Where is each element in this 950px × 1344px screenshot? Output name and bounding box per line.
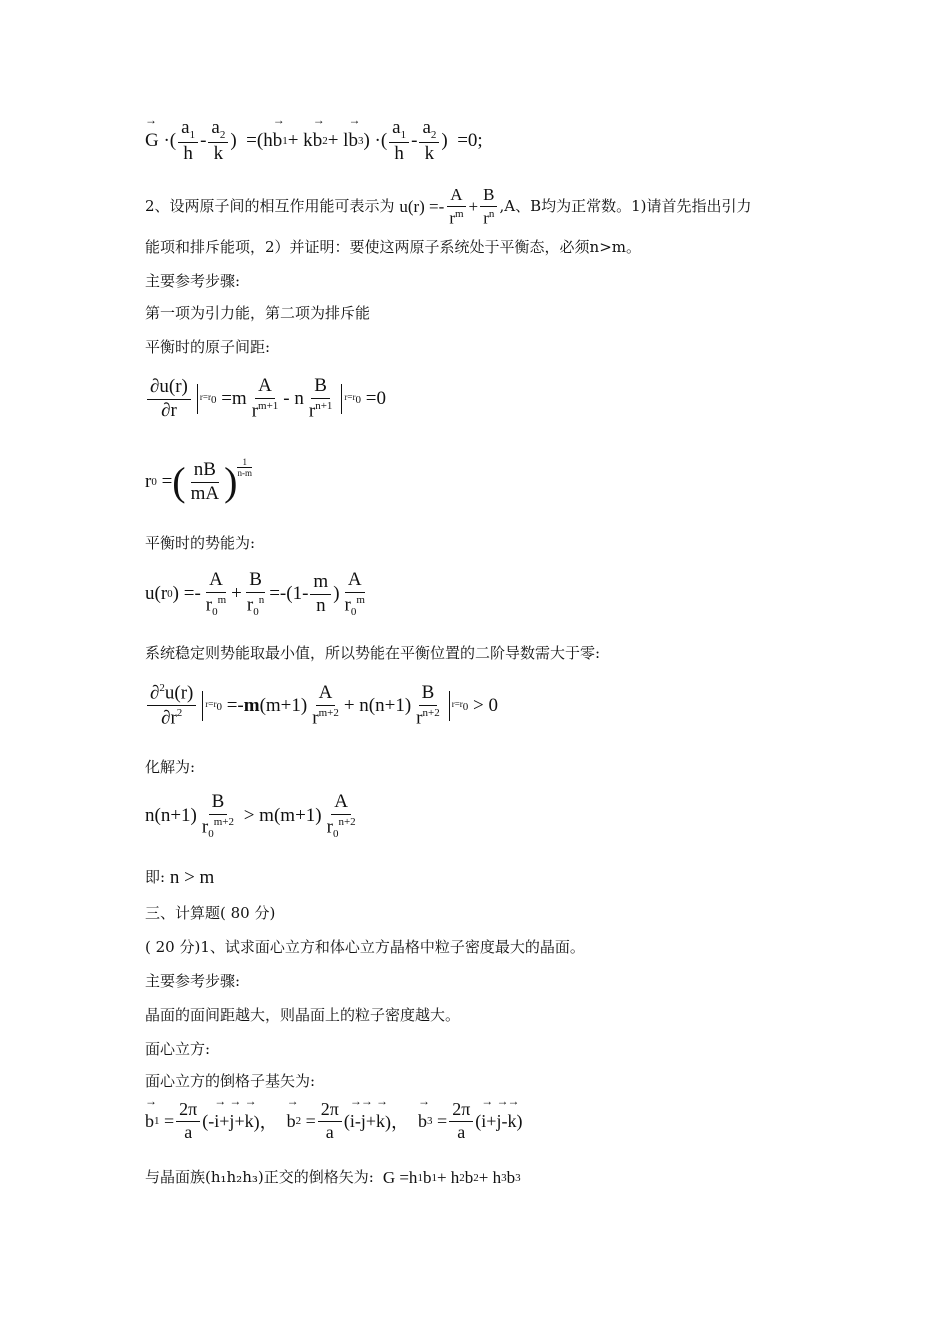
conclusion-math: n > m [169, 867, 215, 888]
second-derivative-equation: $\frac{\partial^2u(r)}{\partial r^2}$ $r=r_0$ =- m (m+1) $\frac{A}{r^{m+2}}$ + n(n+1) $\frac{B}{r^{n+2}}$ $r=r_0$ > 0 [145, 682, 498, 729]
problem-2-line2: 能项和排斥能项，2）并证明：要使这两原子系统处于平衡态，必须n>m。 [145, 238, 641, 256]
attraction-repulsion-text: 第一项为引力能，第二项为排斥能 [145, 304, 371, 322]
reciprocal-vectors-equation: → b 1 = $\frac{2\pi}{a}$ (- → i + → j + → k )， → b 2 = $\frac{2\pi}{a}$ ( → i - → j + → k )， → b 3 = $\frac{2\pi}{a}$ ( → i + → j - → k ) [145, 1100, 522, 1143]
potential-label: 平衡时的势能为: [145, 534, 256, 552]
stability-text: 系统稳定则势能取最小值，所以势能在平衡位置的二阶导数需大于零: [145, 644, 601, 662]
normal-vector-line [145, 1166, 521, 1188]
steps-label-1: 主要参考步骤: [145, 272, 241, 290]
problem-2-statement [145, 186, 752, 228]
normal-vector-label: 与晶面族(h₁h₂h₃)正交的倒格矢为: [145, 1168, 374, 1186]
simplified-inequality: n(n+1) $\frac{B}{r_0^{m+2}}$ > m(m+1) $\frac{A}{r_0^{n+2}}$ [145, 791, 356, 841]
problem-2-prefix: 2、设两原子间的相互作用能可表示为 [145, 197, 395, 216]
first-derivative-equation: $\frac{\partial u(r)}{\partial r}$ $r=r_0$ =m $\frac{A}{r^{m+1}}$ - n $\frac{B}{r^{n+1}}$ $r=r_0$ =0 [145, 376, 386, 422]
density-text: 晶面的面间距越大，则晶面上的粒子密度越大。 [145, 1006, 461, 1024]
problem-2-suffix: ,A、B均为正常数。1)请首先指出引力 [499, 197, 752, 216]
simplify-label: 化解为: [145, 758, 196, 776]
potential-formula: u(r) =- $\frac{A}{r^m}$ + $\frac{B}{r^n}$ [399, 186, 499, 228]
steps-label-2: 主要参考步骤: [145, 972, 241, 990]
equilibrium-spacing-label: 平衡时的原子间距: [145, 338, 271, 356]
fcc-reciprocal-label: 面心立方的倒格子基矢为: [145, 1072, 316, 1090]
conclusion-prefix: 即: [145, 868, 166, 886]
r0-equation: r 0 = ( $\frac{nB}{mA}$ ) 1 n-m [145, 456, 252, 505]
potential-at-r0-equation: u(r 0 ) =- $\frac{A}{r_0^m}$ + $\frac{B}{r_0^n}$ =-(1- $\frac{m}{n}$ ) $\frac{A}{r_0^m}$ [145, 569, 365, 619]
conclusion [145, 866, 214, 889]
section-3-title: 三、计算题( 80 分) [145, 904, 276, 922]
problem-3-1: ( 20 分)1、试求面心立方和体心立方晶格中粒子密度最大的晶面。 [145, 938, 585, 956]
fcc-label: 面心立方: [145, 1040, 211, 1058]
g-vector-formula: G =h 1 b 1 + h 2 b 2 + h 3 b 3 [378, 1168, 521, 1187]
equation-g-dot: → G ·( $\frac{a_1}{h}$ - $\frac{a_2}{k}$ ) =(h → b 1 + k → b 2 + l → b 3 ) ·( $\frac{a_1}{h}$ - $\frac{a_2}{k}$ ) =0; [145, 118, 483, 165]
